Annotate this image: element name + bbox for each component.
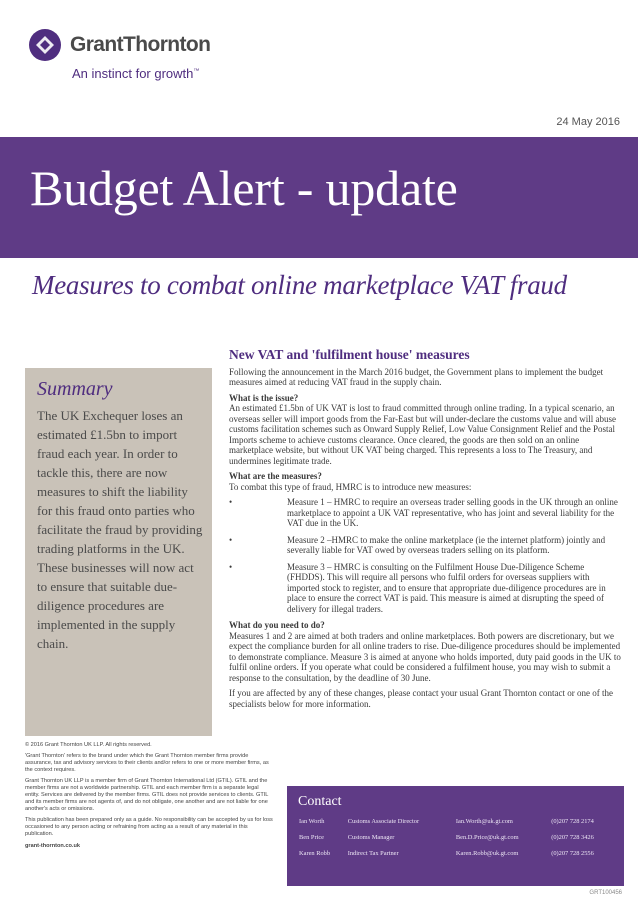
question-issue: What is the issue?: [229, 392, 299, 403]
page-subtitle: Measures to combat online marketplace VAT fraud: [32, 270, 567, 300]
question-what-to-do: What do you need to do?: [229, 620, 325, 630]
contact-name: Ben Price: [299, 834, 325, 841]
contact-name: Ian Worth: [299, 818, 325, 825]
logo-tagline: An instinct for growth™: [72, 66, 200, 81]
contact-box: [287, 786, 624, 886]
measures-list: [229, 497, 624, 614]
copyright-text: © 2016 Grant Thornton UK LLP. All rights reserved.: [25, 742, 152, 748]
contact-email[interactable]: Ben.D.Price@uk.gt.com: [455, 834, 519, 841]
contact-phone: (0)207 728 2556: [551, 850, 594, 857]
contact-email[interactable]: Ian.Worth@uk.gt.com: [455, 818, 513, 825]
legal-notice: [25, 742, 273, 854]
list-item: • Measure 2 –HMRC to make the online marketplace (ie the internet platform) jointly and severally liable for VAT owed by overseas traders selling on its platform.: [229, 535, 624, 556]
title-banner: [0, 137, 638, 258]
article-intro: Following the announcement in the March 2016 budget, the Government plans to implement the budget measures aimed at reducing VAT fraud in the supply chain.: [229, 366, 604, 387]
legal-para-brand: 'Grant Thornton' refers to the brand under which the Grant Thornton member firms provide assurance, tax and advisory services to their clients and/or refers to one or more member firms, as the context requires.: [25, 753, 269, 773]
list-item: • Measure 3 – HMRC is consulting on the Fulfilment House Due-Diligence Scheme (FHDDS). This will require all persons who fulfil orders for overseas suppliers with imported stock to register, and to ensure that appropriate due-diligence procedures are in place to ensure the correct VAT is paid. This measure is aimed at disrupting the speed of delivery for illegal traders.: [229, 562, 624, 615]
contact-name: Karen Robb: [299, 850, 331, 857]
contact-email[interactable]: Karen.Robb@uk.gt.com: [455, 850, 519, 857]
contact-title: Contact: [298, 794, 342, 809]
document-reference: GRT100456: [589, 890, 622, 896]
grant-thornton-logo: [28, 26, 268, 86]
logo-mark-icon: [28, 28, 62, 62]
answer-issue: An estimated £1.5bn of UK VAT is lost to fraud committed through online trading. In a typical scenario, an overseas seller will import goods from the Far-East but will under-declare the customs value and will abuse customs facilitation schemes such as Onward Supply Relief, Low Value Consignment Relief and the Postal Imports scheme to achieve customs clearance. Once cleared, the goods are then sold on an online marketplace website, but without UK VAT being charged. This represents a loss to The Treasury, and undermines legitimate trade.: [229, 403, 617, 466]
main-article: [229, 347, 624, 714]
table-row: [299, 850, 617, 866]
legal-para-disclaimer: This publication has been prepared only as a guide. No responsibility can be accepted by us for loss occasioned to any person acting or refraining from acting as a result of any material in this publication.: [25, 817, 273, 837]
logo-name: GrantThornton: [70, 33, 211, 56]
contact-phone: (0)207 728 2174: [551, 818, 594, 825]
answer-what-to-do: Measures 1 and 2 are aimed at both traders and online marketplaces. Both powers are discretionary, but we expect the compliance burden for all online traders to rise. Due-diligence procedures should be implemented to demonstrate compliance. Measure 3 is aimed at anyone who holds imported, duty paid goods in the UK to fulfil online orders. If you operate what could be considered a fulfilment house, you may wish to submit a response to the consultation, by the deadline of 30 June.: [229, 630, 621, 683]
summary-text: The UK Exchequer loses an estimated £1.5bn to import fraud each year. In order to tackle this, there are now measures to shift the liability for this fraud onto parties who facilitate the fraud by providing trading platforms in the UK. These businesses will now act to ensure that suitable due-diligence procedures are implemented in the supply chain.: [37, 408, 203, 651]
publication-date: 24 May 2016: [556, 116, 620, 128]
summary-title: Summary: [37, 378, 113, 400]
contact-phone: (0)207 728 3426: [551, 834, 594, 841]
contact-role: Customs Associate Director: [347, 818, 420, 825]
contact-table: [299, 818, 617, 866]
list-item: • Measure 1 – HMRC to require an overseas trader selling goods in the UK through an online marketplace to appoint a UK VAT representative, who has joint and several liability for the VAT due in the UK.: [229, 497, 624, 529]
legal-para-member: Grant Thornton UK LLP is a member firm of Grant Thornton International Ltd (GTIL). GTIL and the member firms are not a worldwide partnership. GTIL and each member firm is a separate legal entity. Services are delivered by the member firms. GTIL does not provide services to clients. GTIL and its member firms are not agents of, and do not obligate, one another and are not liable for one another's acts or omissions.: [25, 778, 269, 812]
table-row: [299, 818, 617, 834]
article-heading: New VAT and 'fulfilment house' measures: [229, 347, 470, 362]
table-row: [299, 834, 617, 850]
summary-box: [25, 368, 212, 736]
closing-text: If you are affected by any of these changes, please contact your usual Grant Thornton contact or one of the specialists below for more information.: [229, 688, 614, 709]
answer-measures: To combat this type of fraud, HMRC is to introduce new measures:: [229, 481, 472, 492]
question-measures: What are the measures?: [229, 471, 322, 481]
contact-role: Indirect Tax Partner: [347, 850, 399, 857]
page-title: Budget Alert - update: [30, 160, 458, 216]
contact-role: Customs Manager: [347, 834, 395, 841]
website-link[interactable]: grant-thornton.co.uk: [25, 843, 80, 849]
